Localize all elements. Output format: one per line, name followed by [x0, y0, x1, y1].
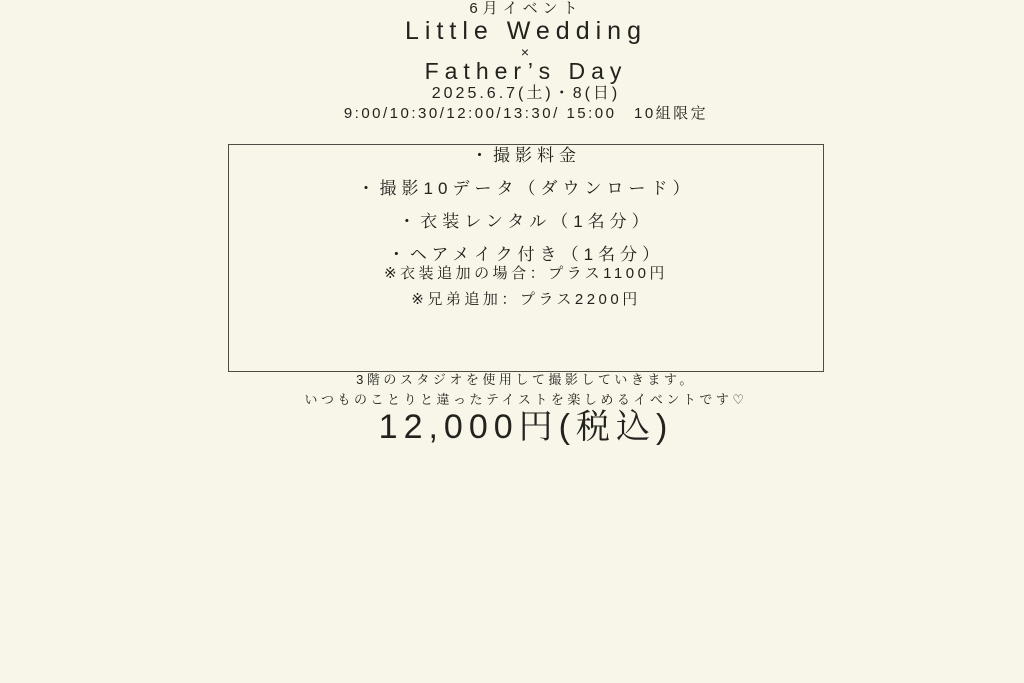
flyer-content — [14, 0, 1024, 446]
package-item: ・撮影10データ（ダウンロード） — [357, 179, 695, 198]
package-item: ・ヘアメイク付き（1名分） — [387, 245, 665, 264]
price-text: 12,000円(税込) — [378, 408, 674, 446]
studio-description-line2: いつものことりと違ったテイストを楽しめるイベントです♡ — [304, 392, 748, 407]
event-title-secondary: Father’s Day — [424, 58, 628, 84]
package-note: ※衣装追加の場合：プラス1100円 — [384, 265, 668, 282]
event-month-label: 6月イベント — [469, 0, 583, 17]
package-item: ・撮影料金 — [471, 146, 581, 165]
studio-description-line1: 3階のスタジオを使用して撮影していきます。 — [356, 372, 696, 387]
package-item: ・衣装レンタル（1名分） — [398, 212, 654, 231]
package-details-box — [228, 144, 824, 372]
package-note: ※兄弟追加：プラス2200円 — [411, 291, 641, 308]
event-title-primary: Little Wedding — [405, 17, 647, 45]
event-times-and-limit: 9:00/10:30/12:00/13:30/ 15:00 10組限定 — [343, 105, 709, 122]
multiply-separator: × — [520, 44, 532, 60]
event-date: 2025.6.7(土)・8(日) — [431, 85, 621, 102]
